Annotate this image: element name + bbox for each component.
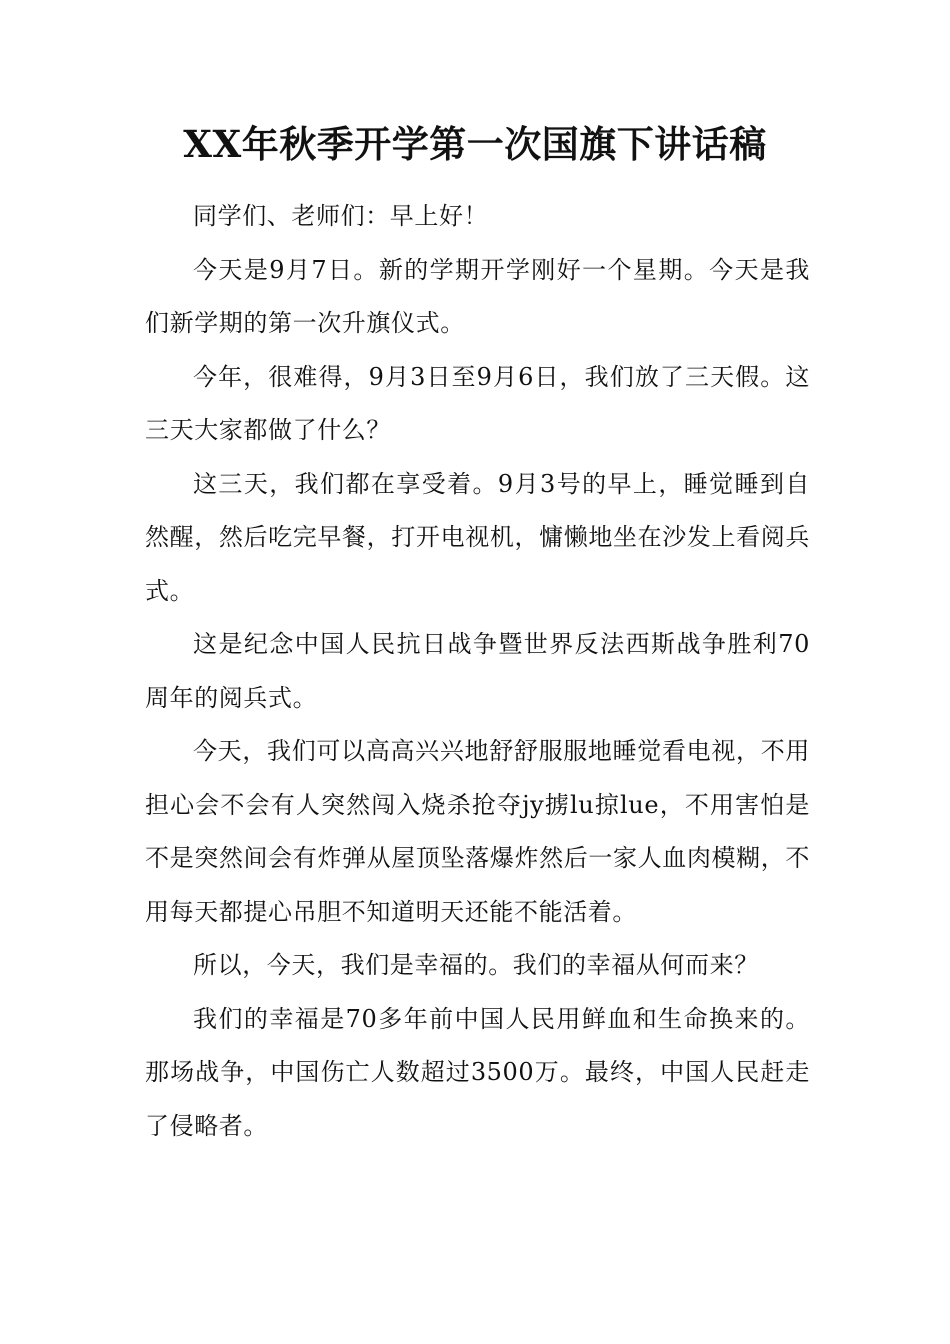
paragraph: 今天是9月7日。新的学期开学刚好一个星期。今天是我们新学期的第一次升旗仪式。 [145, 255, 810, 337]
paragraph: 这是纪念中国人民抗日战争暨世界反法西斯战争胜利70周年的阅兵式。 [145, 630, 810, 712]
document-title: XX年秋季开学第一次国旗下讲话稿 [183, 122, 767, 166]
paragraph: 今天，我们可以高高兴兴地舒舒服服地睡觉看电视，不用担心会不会有人突然闯入烧杀抢夺jy掳lu掠lue，不用害怕是不是突然间会有炸弹从屋顶坠落爆炸然后一家人血肉模糊，不用每天都提心吊胆不知道明天还能不能活着。 [145, 737, 810, 926]
paragraph-greeting: 同学们、老师们：早上好！ [193, 202, 489, 230]
paragraph: 我们的幸福是70多年前中国人民用鲜血和生命换来的。那场战争，中国伤亡人数超过3500万。最终，中国人民赶走了侵略者。 [145, 1004, 810, 1140]
document-body [145, 190, 810, 1153]
paragraph: 所以，今天，我们是幸福的。我们的幸福从何而来？ [193, 951, 759, 979]
paragraph: 今年，很难得，9月3日至9月6日，我们放了三天假。这三天大家都做了什么？ [145, 362, 810, 444]
paragraph: 这三天，我们都在享受着。9月3号的早上，睡觉睡到自然醒，然后吃完早餐，打开电视机，慵懒地坐在沙发上看阅兵式。 [145, 469, 810, 605]
